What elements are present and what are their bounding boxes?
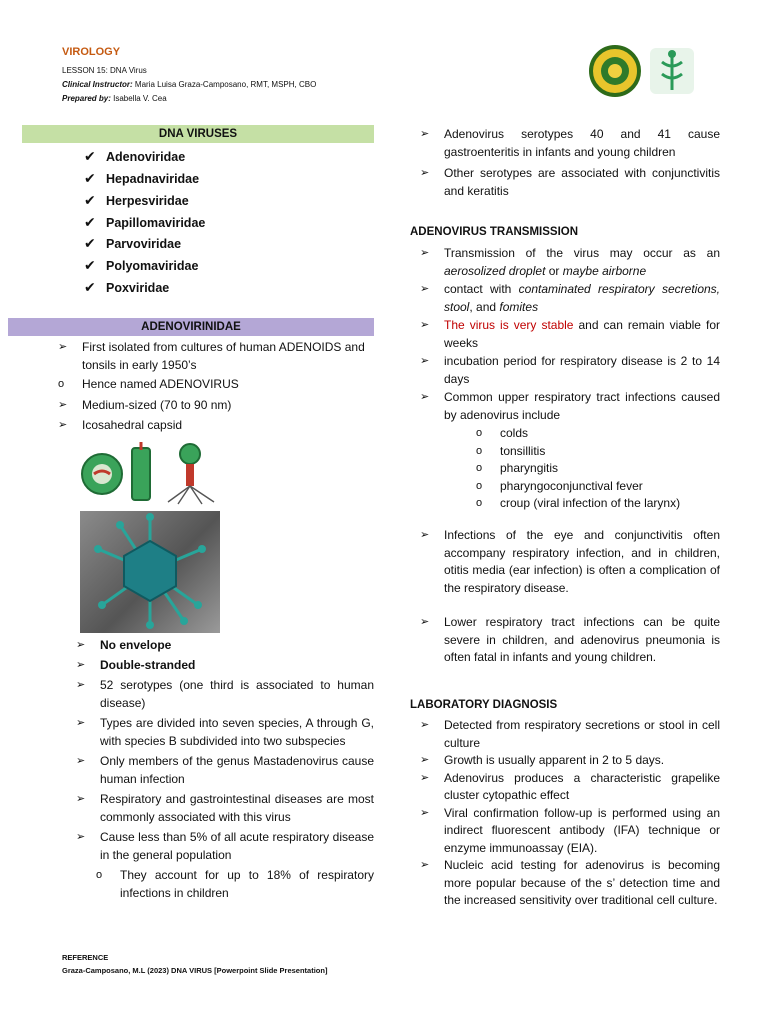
list-item: ➢ contact with contaminated respiratory secretions, stool, and fomites [420,281,720,316]
list-item: ➢ Types are divided into seven species, A through G, with species B subdivided into two subspecies [76,715,374,750]
prepared-name: Isabella V. Cea [110,94,167,103]
list-item: ➢ Icosahedral capsid [58,417,376,435]
arrow-icon: ➢ [420,167,430,179]
transmission-heading: ADENOVIRUS TRANSMISSION [410,226,579,238]
eye-infection-item: ➢ Infections of the eye and conjunctivitis often accompany respiratory infection, and in children, otitis media (ear infection) is often a complication of the respiratory disease. [420,527,720,597]
family-item: ✔ Polyomaviridae [84,257,199,273]
list-item: ➢ Cause less than 5% of all acute respiratory disease in the general population [76,829,374,864]
check-icon: ✔ [84,279,96,295]
list-subitem: o They account for up to 18% of respiratory infections in children [76,867,374,902]
lesson-line: LESSON 15: DNA Virus [62,66,147,75]
capsid-rod-diagram-icon [132,442,150,500]
list-item: ➢ First isolated from cultures of human ADENOIDS and tonsils in early 1950’s [58,339,376,374]
list-item: ➢ 52 serotypes (one third is associated to human disease) [76,677,374,712]
arrow-icon: ➢ [420,283,430,295]
adeno-properties-list [76,637,374,902]
arrow-icon: ➢ [76,717,86,729]
list-item: ➢ Growth is usually apparent in 2 to 5 days. [420,752,720,770]
list-item: ➢ Respiratory and gastrointestinal diseases are most commonly associated with this virus [76,791,374,826]
adeno-serotype-list [420,126,720,200]
circle-bullet-icon: o [476,479,483,492]
arrow-icon: ➢ [420,247,430,259]
adeno-intro-list [58,339,376,435]
school-logos [588,44,698,100]
lab-diagnosis-list [420,717,720,910]
highlight-text: The virus is very stable [444,318,574,332]
arrow-icon: ➢ [76,639,86,651]
list-item: ➢ Viral confirmation follow-up is performed using an indirect fluorescent antibody (IFA) technique or enzyme immunoassay (EIA). [420,805,720,858]
check-icon: ✔ [84,235,96,251]
arrow-icon: ➢ [420,391,430,403]
list-item: ➢ Double-stranded [76,657,374,675]
icosahedron-diagram-icon [82,454,122,494]
family-item: ✔ Parvoviridae [84,235,182,251]
list-subitem: o pharyngitis [476,460,720,478]
medical-seal-icon [650,48,694,94]
arrow-icon: ➢ [76,658,86,671]
check-icon: ✔ [84,257,96,273]
arrow-icon: ➢ [76,755,86,767]
list-item: ➢ Common upper respiratory tract infections caused by adenovirus include [420,389,720,424]
circle-bullet-icon: o [476,427,483,439]
list-item: ➢ Only members of the genus Mastadenovirus cause human infection [76,753,374,788]
list-item: ➢ No envelope [76,637,374,655]
check-icon: ✔ [84,170,96,186]
dna-viruses-heading: DNA VIRUSES [22,125,374,143]
arrow-icon: ➢ [420,529,430,541]
circle-bullet-icon: o [476,444,483,457]
arrow-icon: ➢ [76,831,86,843]
college-seal-icon [591,47,639,95]
arrow-icon: ➢ [420,754,430,766]
arrow-icon: ➢ [420,859,430,871]
arrow-icon: ➢ [420,128,430,140]
check-icon: ✔ [84,214,96,230]
circle-bullet-icon: o [476,497,483,509]
list-item: ➢ Adenovirus serotypes 40 and 41 cause gastroenteritis in infants and young children [420,126,720,161]
reference-label: REFERENCE [62,953,109,962]
list-item: ➢ Transmission of the virus may occur as an aerosolized droplet or maybe airborne [420,245,720,280]
instructor-name: Maria Luisa Graza-Camposano, RMT, MSPH, CBO [132,80,317,89]
list-subitem: o colds [476,425,720,443]
family-item: ✔ Herpesviridae [84,192,189,208]
virus-particle-icon [80,511,220,633]
list-item: o Hence named ADENOVIRUS [58,376,376,394]
arrow-icon: ➢ [420,806,430,819]
list-item: ➢ The virus is very stable and can remain viable for weeks [420,317,720,352]
list-subitem: o croup (viral infection of the larynx) [476,495,720,513]
lower-tract-item: ➢ Lower respiratory tract infections can be quite severe in children, and adenovirus pneumonia is often fatal in infants and young children. [420,614,720,667]
subject-title: VIROLOGY [62,46,121,58]
arrow-icon: ➢ [58,398,68,411]
adenoviridae-heading: ADENOVIRINIDAE [8,318,374,336]
check-icon: ✔ [84,192,96,208]
list-subitem: o pharyngoconjunctival fever [476,478,720,496]
circle-bullet-icon: o [96,869,103,881]
lab-diagnosis-heading: LABORATORY DIAGNOSIS [410,699,558,711]
list-item: ➢ Medium-sized (70 to 90 nm) [58,397,376,415]
arrow-icon: ➢ [76,679,86,691]
list-item: ➢ Nucleic acid testing for adenovirus is becoming more popular because of the s’ detection time and the increased sensitivity over traditional cell culture. [420,857,720,910]
family-item: ✔ Poxviridae [84,279,170,295]
transmission-list [420,245,720,513]
prepared-line [62,94,167,103]
arrow-icon: ➢ [76,793,86,805]
arrow-icon: ➢ [420,319,430,331]
adenovirus-3d-image [80,511,220,633]
arrow-icon: ➢ [420,771,430,784]
arrow-icon: ➢ [420,616,430,628]
infection-sublist [420,425,720,513]
reference-text: Graza-Camposano, M.L (2023) DNA VIRUS [Powerpoint Slide Presentation] [62,966,328,975]
arrow-icon: ➢ [420,355,430,367]
adenovirus-structure-diagrams [80,440,230,512]
list-item: ➢ Detected from respiratory secretions or stool in cell culture [420,717,720,752]
phage-diagram-icon [168,444,214,504]
prepared-label: Prepared by: [62,94,111,103]
arrow-icon: ➢ [420,719,430,731]
family-item: ✔ Hepadnaviridae [84,170,200,186]
arrow-icon: ➢ [58,341,68,353]
list-item: ➢ Other serotypes are associated with conjunctivitis and keratitis [420,165,720,200]
arrow-icon: ➢ [58,419,68,431]
list-subitem: o tonsillitis [476,443,720,461]
list-item: ➢ incubation period for respiratory disease is 2 to 14 days [420,353,720,388]
family-item: ✔ Adenoviridae [84,148,186,164]
instructor-line [62,80,316,89]
circle-bullet-icon: o [58,378,65,390]
check-icon: ✔ [84,148,96,164]
instructor-label: Clinical Instructor: [62,80,133,89]
family-item: ✔ Papillomaviridae [84,214,206,230]
circle-bullet-icon: o [476,462,483,474]
list-item: ➢ Adenovirus produces a characteristic grapelike cluster cytopathic effect [420,770,720,805]
